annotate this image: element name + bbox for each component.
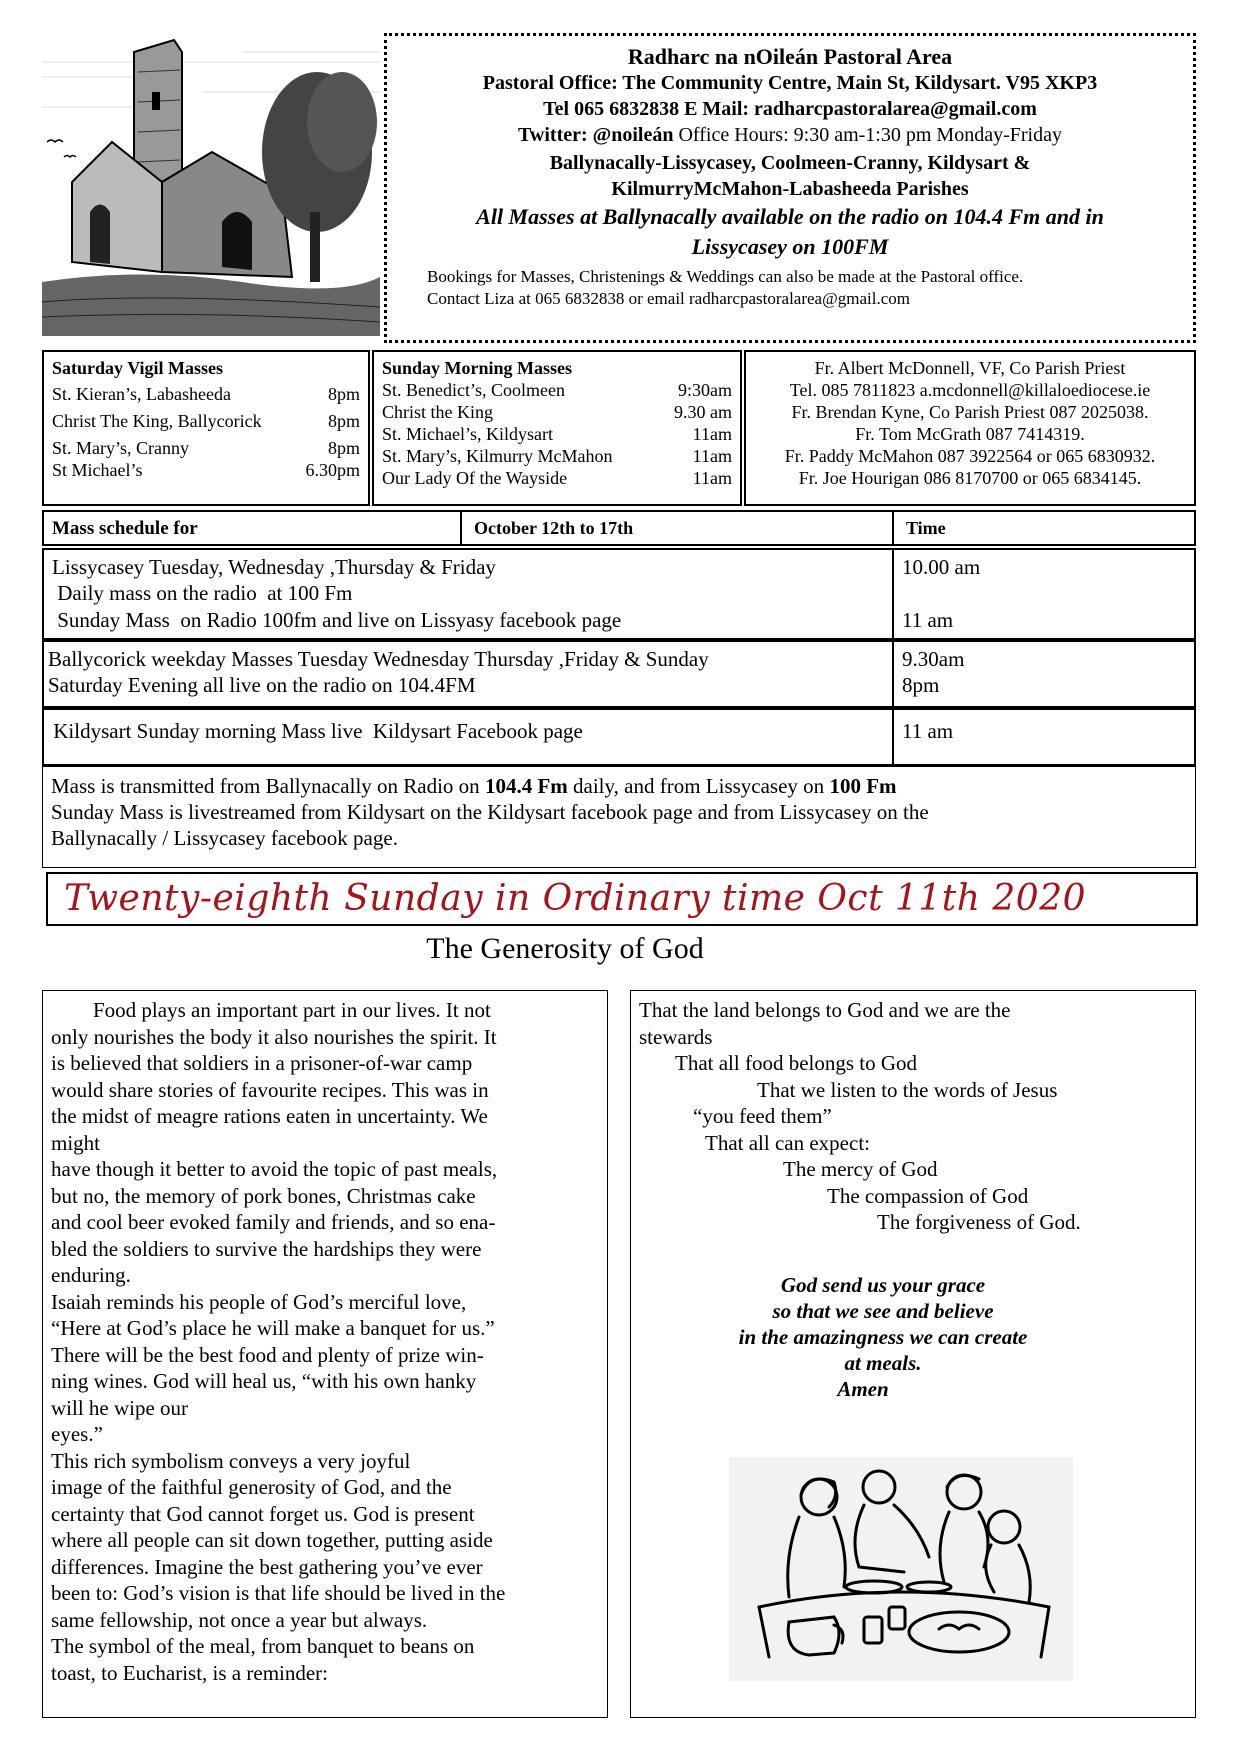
mass-time: 9.30 am (674, 402, 732, 422)
reflection-right-column (630, 990, 1196, 1718)
contact-line: Tel 065 6832838 E Mail: radharcpastoralarea@gmail.com (543, 98, 1037, 120)
mass-time: 11am (692, 424, 732, 444)
pastoral-office-address: Pastoral Office: The Community Centre, Main St, Kildysart. V95 XKP3 (482, 72, 1098, 94)
reflection-line: but no, the memory of pork bones, Christmas cake (51, 1183, 476, 1208)
reflection-line: and cool beer evoked family and friends, and so ena- (51, 1210, 496, 1234)
priest-line: Tel. 085 7811823 a.mcdonnell@killaloediocese.ie (789, 380, 1151, 400)
schedule-time-header: Time (906, 518, 946, 538)
priest-line: Fr. Albert McDonnell, VF, Co Parish Priest (814, 358, 1126, 378)
reflection-line: There will be the best food and plenty of prize win- (51, 1342, 484, 1367)
reflection-line: enduring. (51, 1263, 131, 1287)
schedule-text: Daily mass on the radio at 100 Fm (52, 581, 353, 605)
mass-place: St Michael’s (52, 460, 143, 480)
reflection-line: eyes.” (51, 1422, 103, 1446)
shared-meal-illustration (729, 1457, 1073, 1681)
reflection-line: same fellowship, not once a year but always. (51, 1607, 428, 1632)
sunday-title: Twenty-eighth Sunday in Ordinary time Oct 11th 2020 (64, 878, 1087, 919)
prayer-line: at meals. (844, 1350, 922, 1375)
schedule-header-col2 (460, 510, 894, 546)
litany-line: That all can expect: (705, 1130, 870, 1155)
reflection-line: is believed that soldiers in a prisoner-of-war camp (51, 1051, 473, 1075)
schedule-text: Ballycorick weekday Masses Tuesday Wednesday Thursday ,Friday & Sunday (48, 647, 709, 671)
mass-time: 8pm (327, 384, 360, 404)
reflection-title: The Generosity of God (426, 932, 704, 965)
reflection-line: might (51, 1130, 101, 1155)
reflection-line: certainty that God cannot forget us. God is present (51, 1501, 475, 1526)
prayer-line: Amen (837, 1376, 889, 1401)
table-row-time (892, 708, 1196, 766)
pastoral-area-title: Radharc na nOileán Pastoral Area (627, 44, 953, 69)
reflection-line: would share stories of favourite recipes. This was in (51, 1077, 489, 1102)
schedule-header-label: Mass schedule for (52, 518, 198, 539)
parishes-line-1: Ballynacally-Lissycasey, Coolmeen-Cranny, Kildysart & (549, 152, 1031, 174)
list-item (382, 401, 732, 423)
schedule-text: Saturday Evening all live on the radio on 104.4FM (48, 673, 476, 697)
header-info-box (384, 33, 1196, 343)
church-illustration (42, 32, 380, 336)
transmission-line-3: Ballynacally / Lissycasey facebook page. (51, 826, 398, 850)
prayer-block (579, 1272, 1187, 1402)
list-item (382, 467, 732, 489)
radio-line-2: Lissycasey on 100FM (691, 234, 889, 259)
litany-line: The compassion of God (827, 1183, 1029, 1208)
schedule-text: Sunday Mass on Radio 100fm and live on Lissyasy facebook page (52, 608, 622, 632)
mass-place: St. Kieran’s, Labasheeda (52, 384, 231, 404)
mass-time: 8pm (327, 411, 360, 431)
saturday-vigil-box (42, 350, 370, 506)
mass-time: 9:30am (678, 380, 732, 400)
list-item (52, 410, 360, 432)
list-item (52, 437, 360, 459)
schedule-date-range: October 12th to 17th (474, 518, 634, 538)
transmit-text: daily, and from Lissycasey on (567, 774, 830, 798)
table-row-time (892, 548, 1196, 640)
frequency-100: 100 Fm (829, 774, 897, 798)
reflection-line: toast, to Eucharist, is a reminder: (51, 1660, 329, 1685)
table-row (42, 640, 894, 708)
mass-time: 11am (692, 446, 732, 466)
mass-place: Christ The King, Ballycorick (52, 411, 262, 431)
litany-line: “you feed them” (693, 1104, 832, 1128)
reflection-line: Isaiah reminds his people of God’s merciful love, (51, 1289, 467, 1314)
prayer-line: God send us your grace (780, 1272, 986, 1297)
twitter-handle: Twitter: @noileán (518, 124, 674, 146)
mass-place: Christ the King (382, 402, 493, 422)
sunday-morning-box (372, 350, 742, 506)
list-item (52, 459, 360, 481)
schedule-header-col3 (892, 510, 1196, 546)
mass-place: St. Mary’s, Cranny (52, 438, 189, 458)
transmission-info-box (42, 766, 1196, 868)
litany-line: That the land belongs to God and we are the (639, 998, 1011, 1022)
reflection-line: have though it better to avoid the topic of past meals, (51, 1157, 498, 1181)
schedule-header-col1 (42, 510, 462, 546)
priest-line: Fr. Tom McGrath 087 7414319. (855, 424, 1085, 444)
schedule-text: Kildysart Sunday morning Mass live Kildysart Facebook page (48, 719, 583, 743)
litany-line: That we listen to the words of Jesus (757, 1077, 1058, 1102)
reflection-line: where all people can sit down together, putting aside (51, 1528, 493, 1552)
mass-place: St. Michael’s, Kildysart (382, 424, 553, 444)
schedule-time: 11 am (902, 719, 954, 743)
priest-line: Fr. Paddy McMahon 087 3922564 or 065 6830932. (784, 446, 1156, 466)
transmit-text: Mass is transmitted from Ballynacally on Radio on (51, 774, 485, 798)
reflection-line: only nourishes the body it also nourishes the spirit. It (51, 1024, 497, 1049)
office-hours: Office Hours: 9:30 am-1:30 pm Monday-Friday (673, 124, 1062, 146)
sunday-morning-heading: Sunday Morning Masses (382, 358, 573, 378)
prayer-line: in the amazingness we can create (738, 1324, 1028, 1349)
schedule-time: 8pm (902, 673, 940, 697)
transmission-line-2: Sunday Mass is livestreamed from Kildysart on the Kildysart facebook page and from Lissycasey on the (51, 800, 929, 824)
list-item (52, 383, 360, 405)
saturday-vigil-heading: Saturday Vigil Masses (52, 358, 224, 378)
litany-lines (639, 997, 1187, 1236)
reflection-line: been to: God’s vision is that life should be lived in the (51, 1581, 506, 1605)
table-row (42, 548, 894, 640)
mass-place: St. Benedict’s, Coolmeen (382, 380, 565, 400)
table-row (42, 708, 894, 766)
parishes-line-2: KilmurryMcMahon-Labasheeda Parishes (611, 178, 969, 200)
litany-line: The forgiveness of God. (877, 1210, 1081, 1234)
priest-line: Fr. Brendan Kyne, Co Parish Priest 087 2025038. (791, 402, 1149, 422)
reflection-line: differences. Imagine the best gathering you’ve ever (51, 1554, 483, 1579)
litany-line: stewards (639, 1024, 713, 1049)
reflection-line: ning wines. God will heal us, “with his own hanky (51, 1369, 477, 1393)
reflection-line: will he wipe our (51, 1395, 189, 1420)
list-item (382, 379, 732, 401)
sunday-title-box (46, 872, 1198, 926)
reflection-line: the midst of meagre rations eaten in uncertainty. We (51, 1104, 488, 1128)
priests-contact-box (744, 350, 1196, 506)
reflection-line: This rich symbolism conveys a very joyful (51, 1448, 411, 1473)
radio-line-1: All Masses at Ballynacally available on the radio on 104.4 Fm and in (476, 204, 1104, 229)
bookings-line-2: Contact Liza at 065 6832838 or email radharcpastoralarea@gmail.com (427, 289, 910, 308)
reflection-line: bled the soldiers to survive the hardships they were (51, 1236, 482, 1261)
reflection-line: The symbol of the meal, from banquet to beans on (51, 1634, 475, 1658)
reflection-line: “Here at God’s place he will make a banquet for us.” (51, 1316, 495, 1340)
list-item (382, 423, 732, 445)
litany-line: The mercy of God (783, 1157, 938, 1181)
prayer-line: so that we see and believe (772, 1298, 994, 1323)
bookings-line-1: Bookings for Masses, Christenings & Weddings can also be made at the Pastoral office. (427, 267, 1024, 286)
reflection-left-column (42, 990, 608, 1718)
mass-time: 8pm (327, 438, 360, 458)
schedule-text: Lissycasey Tuesday, Wednesday ,Thursday & Friday (52, 555, 496, 579)
schedule-time: 11 am (902, 608, 954, 632)
priest-line: Fr. Joe Hourigan 086 8170700 or 065 6834145. (798, 468, 1142, 488)
table-row-time (892, 640, 1196, 708)
list-item (382, 445, 732, 467)
mass-time: 11am (692, 468, 732, 488)
mass-place: Our Lady Of the Wayside (382, 468, 568, 488)
reflection-line: Food plays an important part in our lives. It not (51, 998, 491, 1022)
mass-place: St. Mary’s, Kilmurry McMahon (382, 446, 613, 466)
frequency-104: 104.4 Fm (484, 774, 568, 798)
schedule-time: 9.30am (902, 647, 965, 671)
transmission-line-1 (51, 773, 1187, 799)
mass-time: 6.30pm (305, 460, 360, 480)
litany-line: That all food belongs to God (675, 1051, 918, 1075)
schedule-time: 10.00 am (902, 555, 981, 579)
reflection-line: image of the faithful generosity of God, and the (51, 1475, 452, 1499)
twitter-hours-line (387, 122, 1193, 148)
